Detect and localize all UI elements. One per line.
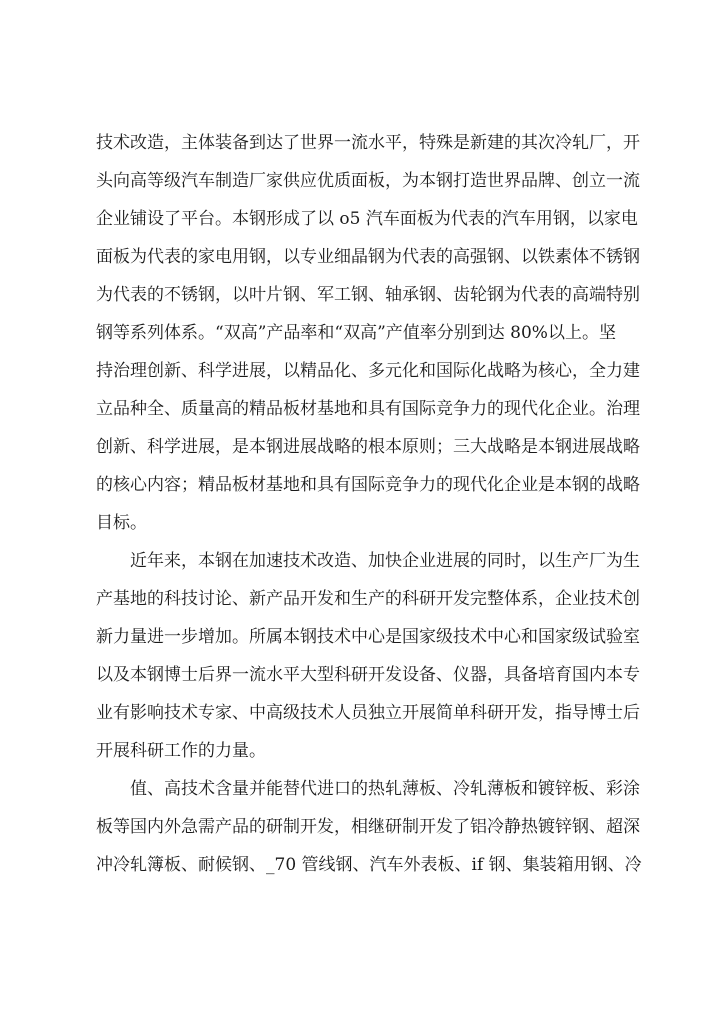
paragraph-1-line: 面板为代表的家电用钢，以专业细晶钢为代表的高强钢、以铁素体不锈钢 — [96, 247, 640, 267]
paragraph-2-line: 业有影响技术专家、中高级技术人员独立开展简单科研开发，指导博士后 — [96, 703, 640, 723]
paragraph-1-line: 为代表的不锈钢，以叶片钢、军工钢、轴承钢、齿轮钢为代表的高端特别 — [96, 285, 640, 305]
paragraph-2-line: 开展科研工作的力量。 — [96, 741, 266, 761]
paragraph-2-line: 近年来，本钢在加速技术改造、加快企业进展的同时，以生产厂为生 — [130, 551, 640, 571]
paragraph-1-line: 钢等系列体系。“双高”产品率和“双高”产值率分别到达 80%以上。坚 — [96, 323, 616, 343]
paragraph-1-line: 企业铺设了平台。本钢形成了以 o5 汽车面板为代表的汽车用钢，以家电 — [96, 209, 638, 229]
paragraph-1-line: 的核心内容；精品板材基地和具有国际竞争力的现代化企业是本钢的战略 — [96, 475, 640, 495]
paragraph-2-line: 产基地的科技讨论、新产品开发和生产的科研开发完整体系，企业技术创 — [96, 589, 640, 609]
paragraph-1-line: 创新、科学进展，是本钢进展战略的根本原则；三大战略是本钢进展战略 — [96, 437, 640, 457]
paragraph-2-line: 以及本钢博士后界一流水平大型科研开发设备、仪器，具备培育国内本专 — [96, 665, 640, 685]
paragraph-1-line: 立品种全、质量高的精品板材基地和具有国际竞争力的现代化企业。治理 — [96, 399, 640, 419]
paragraph-1-line: 技术改造，主体装备到达了世界一流水平，特殊是新建的其次冷轧厂，开 — [96, 133, 640, 153]
paragraph-1-line: 目标。 — [96, 513, 147, 533]
paragraph-3-line: 板等国内外急需产品的研制开发，相继研制开发了铝冷静热镀锌钢、超深 — [96, 817, 640, 837]
paragraph-1-line: 头向高等级汽车制造厂家供应优质面板，为本钢打造世界品牌、创立一流 — [96, 171, 640, 191]
paragraph-3-line: 值、高技术含量并能替代进口的热轧薄板、冷轧薄板和镀锌板、彩涂 — [130, 779, 640, 799]
paragraph-3-line: 冲冷轧簿板、耐候钢、_70 管线钢、汽车外表板、if 钢、集装箱用钢、冷 — [96, 855, 642, 875]
paragraph-1-line: 持治理创新、科学进展，以精品化、多元化和国际化战略为核心，全力建 — [96, 361, 640, 381]
paragraph-2-line: 新力量进一步增加。所属本钢技术中心是国家级技术中心和国家级试验室 — [96, 627, 640, 647]
